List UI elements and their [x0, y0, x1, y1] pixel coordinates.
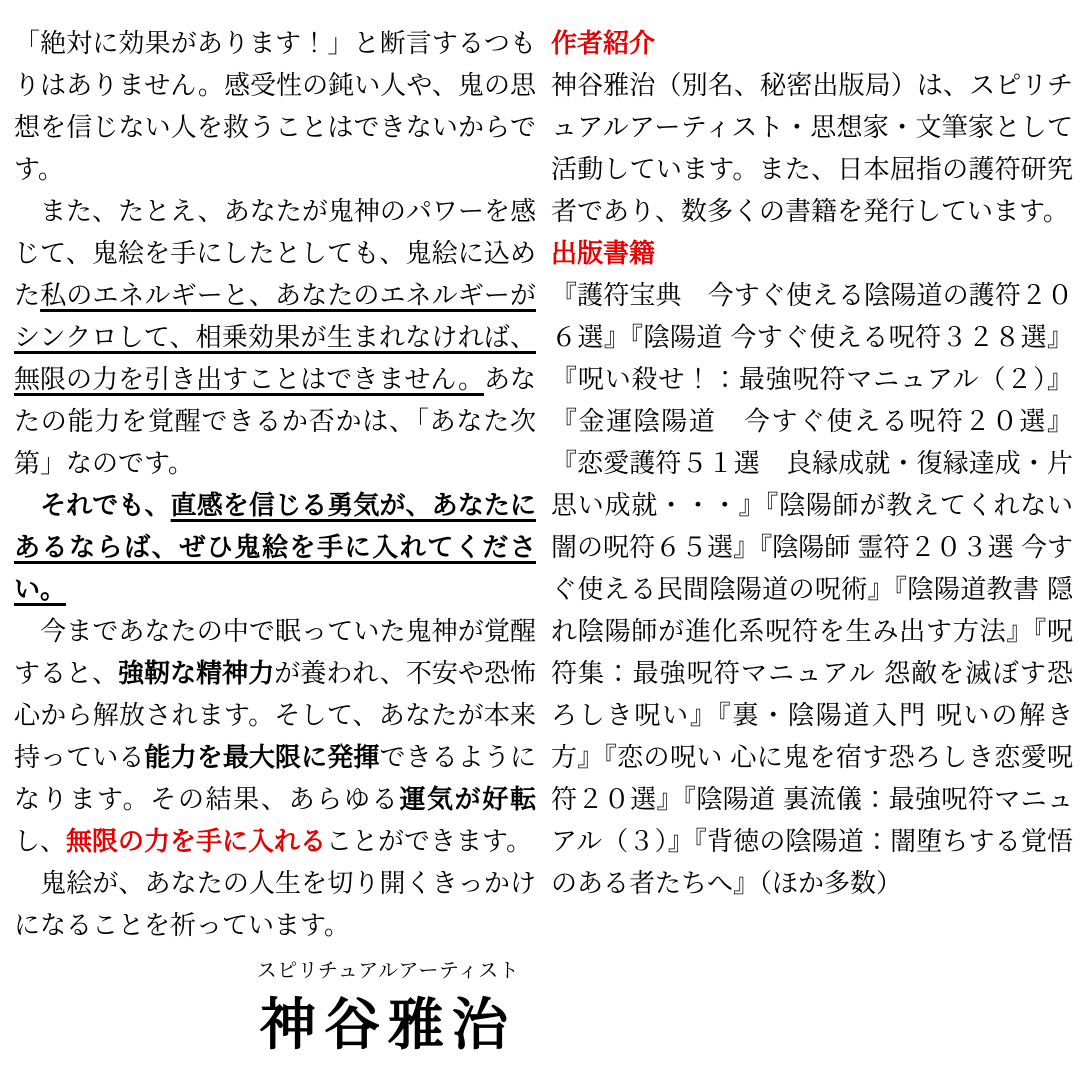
text-segment: し、 [14, 826, 67, 856]
text-segment: 強靭な精神力 [118, 658, 275, 688]
text-segment: 無限の力を手に入れる [66, 826, 327, 856]
body-paragraph [14, 190, 536, 484]
body-paragraph [14, 22, 536, 190]
text-segment: また、たとえ、あなたが鬼神のパワーを感じて、鬼絵を手にしたとしても、鬼絵に込めた [14, 196, 536, 310]
text-segment: できるようになります。その結果、あらゆる [14, 742, 536, 814]
text-segment: 今まであなたの中で眠っていた鬼神が覚醒すると、 [14, 616, 536, 688]
text-segment: 能力を最大限に発揮 [144, 742, 380, 772]
text-segment: 直感を信じる勇気が、あなたにあるならば、ぜひ鬼絵を手に入れてください。 [14, 490, 536, 604]
body-paragraph [14, 862, 536, 946]
body-paragraph [14, 610, 536, 862]
text-segment: 「絶対に効果があります！」と断言するつもりはありません。感受性の鈍い人や、鬼の思想を信じない人を救うことはできないからです。 [14, 28, 536, 184]
text-segment: が養われ、不安や恐怖心から解放されます。そして、あなたが本来持っている [14, 658, 536, 772]
signature-block [240, 958, 536, 1056]
text-segment: それでも、 [14, 490, 171, 520]
left-column [14, 22, 536, 1056]
right-column [551, 22, 1073, 904]
text-segment: 運気が好転 [399, 784, 536, 814]
text-segment: 鬼絵が、あなたの人生を切り開くきっかけになることを祈っています。 [14, 868, 536, 940]
body-paragraph [14, 484, 536, 610]
signature-name: 神谷雅治 [260, 992, 516, 1058]
author-section-body: 神谷雅治（別名、秘密出版局）は、スピリチュアルアーティスト・思想家・文筆家として活動しています。また、日本屈指の護符研究者であり、数多くの書籍を発行しています。 [551, 70, 1073, 226]
books-section-body: 『護符宝典 今すぐ使える陰陽道の護符２０６選』『陰陽道 今すぐ使える呪符３２８選』『呪い殺せ！：最強呪符マニュアル（２）』『金運陰陽道 今すぐ使える呪符２０選』『恋愛護符５１選 良縁成就・復縁達成・片思い成就・・・』『陰陽師が教えてくれない闇の呪符６５選』『陰陽師 霊符２０３選 今すぐ使える民間陰陽道の呪術』『陰陽道教書 隠れ陰陽師が進化系呪符を生み出す方法』『呪符集：最強呪符マニュアル 怨敵を滅ぼす恐ろしき呪い』『裏・陰陽道入門 呪いの解き方』『恋の呪い 心に鬼を宿す恐ろしき恋愛呪符２０選』『陰陽道 裏流儀：最強呪符マニュアル（３）』『背徳の陰陽道：闇堕ちする覚悟のある者たちへ』（ほか多数） [551, 280, 1073, 898]
text-segment: あなたの能力を覚醒できるか否かは、「あなた次第」なのです。 [14, 364, 536, 478]
books-section-heading: 出版書籍 [551, 238, 656, 268]
author-section-heading: 作者紹介 [551, 28, 656, 58]
text-segment: ことができます。 [326, 826, 532, 856]
signature-title: スピリチュアルアーティスト [256, 960, 520, 982]
text-segment: 私のエネルギーと、あなたのエネルギーがシンクロして、相乗効果が生まれなければ、無限の力を引き出すことはできません。 [14, 280, 536, 394]
